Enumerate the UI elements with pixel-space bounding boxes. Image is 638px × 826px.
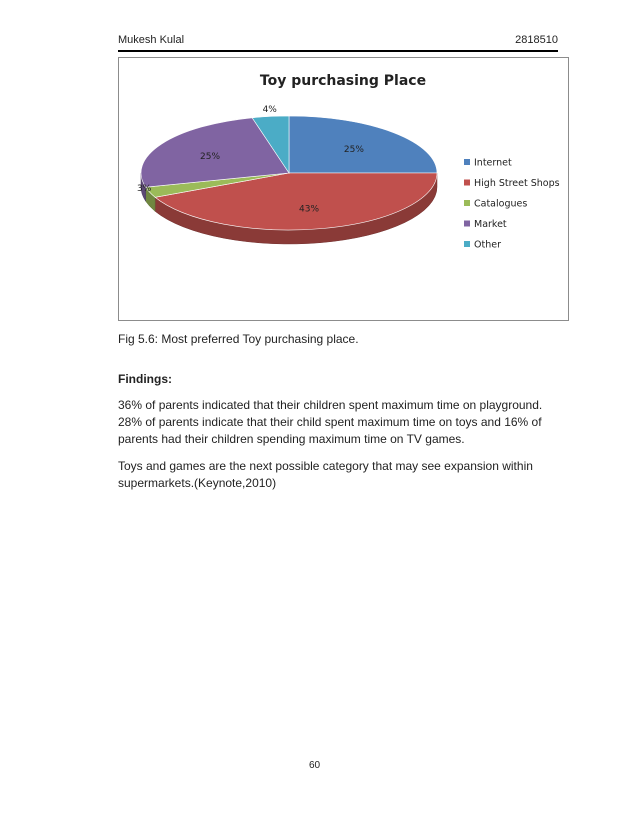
pie-slices [141,116,437,230]
figure-caption: Fig 5.6: Most preferred Toy purchasing place. [118,332,359,346]
legend-swatch-3 [464,221,470,227]
legend-swatch-0 [464,159,470,165]
paragraph-line: 36% of parents indicated that their children spent maximum time on playground. [118,398,543,412]
chart-title: Toy purchasing Place [259,73,427,89]
legend-swatch-2 [464,200,470,206]
chart-legend [464,158,560,251]
findings-paragraph-1 [118,397,568,448]
pie-chart [118,57,569,321]
legend-label-3: Market [474,219,507,230]
page-header [118,34,558,52]
paragraph-line: 28% of parents indicate that their child spent maximum time on toys and 16% of [118,415,542,429]
header-author: Mukesh Kulal [118,34,185,46]
page-number: 60 [309,760,321,771]
paragraph-line: supermarkets.(Keynote,2010) [118,476,277,490]
legend-label-2: Catalogues [474,198,528,210]
pie-data-label-4: 4% [262,105,277,116]
paragraph-line: Toys and games are the next possible category that may see expansion within [118,459,533,473]
pie-chart-svg [119,58,568,320]
header-doc-id: 2818510 [515,34,558,46]
paragraph-line: parents had their children spending maximum time on TV games. [118,432,465,446]
legend-swatch-1 [464,180,470,186]
pie-data-label-2: 3% [137,184,152,195]
pie-data-label-3: 25% [200,152,221,163]
pie-data-label-0: 25% [343,145,364,156]
legend-label-4: Other [474,239,501,251]
pie-data-label-1: 43% [299,204,320,215]
findings-paragraph-2 [118,458,568,492]
legend-swatch-4 [464,241,470,247]
legend-label-0: Internet [474,157,512,169]
findings-heading: Findings: [118,372,172,386]
legend-label-1: High Street Shops [474,178,560,189]
